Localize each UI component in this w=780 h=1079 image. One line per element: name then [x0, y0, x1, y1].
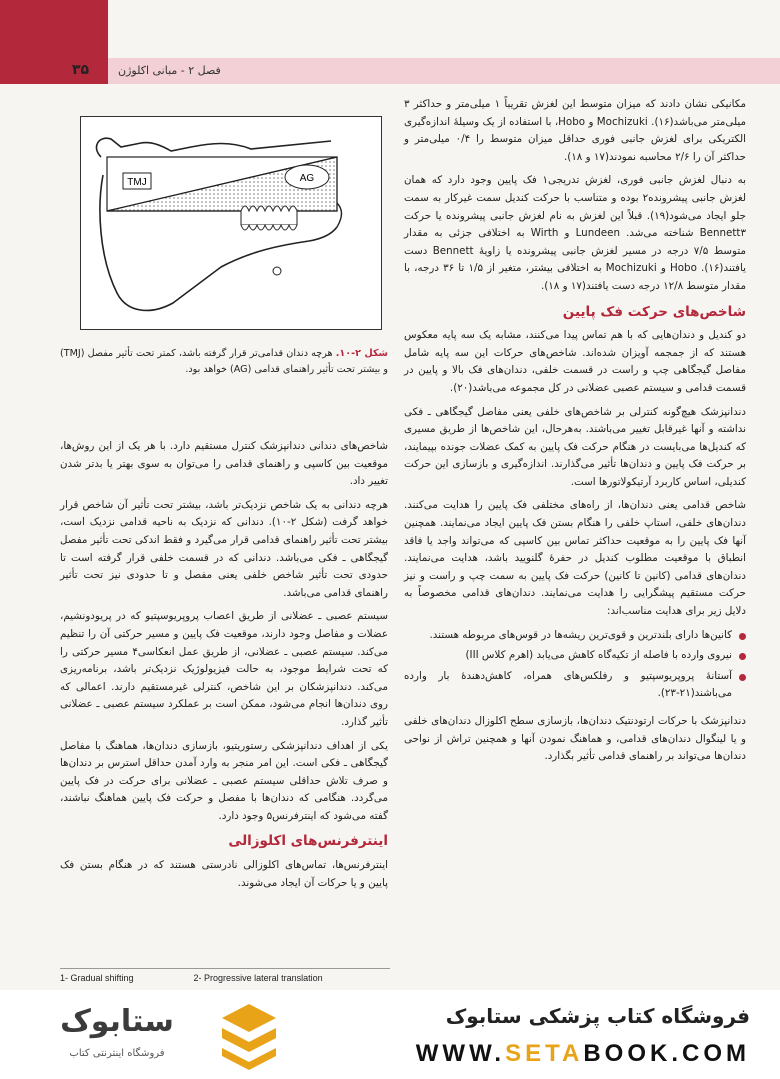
- paragraph: سیستم عصبی ـ عضلانی از طریق اعصاب پروپریوسپتیو که در پریودونشیم، عضلات و مفاصل وجود دارند، موقعیت فک پایین و مسیر حرکتی آن را تنظیم می‌کند. سیستم عصبی ـ عضلانی، از طریق عمل انعکاسی۴ مسیر حرکتی را که تحت شرایط موجود، به حالت فیزیولوژیک نزدیک‌تر باشد، برنامه‌ریزی می‌کند. دندانپزشکان بر این شاخص، کنترلی غیرمستقیم دارند. اعمالی که روی دندان‌ها انجام می‌شود، ممکن است بر عملکرد سیستم عصبی ـ عضلانی تأثیر گذارد.: [60, 610, 388, 728]
- paragraph: به دنبال لغزش جانبی فوری، لغزش تدریجی۱ فک پایین وجود دارد که همان لغزش جانبی پیشرونده۲ بوده و متناسب با حرکت کندیل سمت غیرکار به سمت جلو ایجاد می‌شود(۱۹). قبلاً این لغزش به نام لغزش جانبی پیشرونده یا حرکت Bennett۳ شناخته می‌شد. Lundeen و Wirth به اختلافی جزئی به مقدار متوسط ۷/۵ درجه در مسیر لغزش جانبی پیشرونده یا زاویهٔ Bennett دست یافتند(۱۶). Hobo و Mochizuki به اختلافی بیشتر، متغیر از ۱/۵ تا ۳۶ درجه، با مقدار متوسط ۱۲/۸ درجه دست یافتند(۱۷ و ۱۸).: [404, 174, 746, 292]
- footnotes: [60, 968, 390, 983]
- bullet-dot-icon: [739, 633, 746, 640]
- bullet-dot-icon: [739, 653, 746, 660]
- list-item: [404, 627, 746, 645]
- tmj-label: TMJ: [127, 177, 147, 188]
- list-item-text: آستانهٔ پروپریوسپتیو و رفلکس‌های همراه، کاهش‌دهندهٔ بار وارده می‌باشند(۲۱-۲۳).: [404, 669, 732, 700]
- url-suffix: BOOK.COM: [583, 1040, 750, 1067]
- list-item: [404, 668, 746, 703]
- footnote: 1- Gradual shifting: [60, 973, 134, 983]
- page-number: ۳۵: [72, 62, 90, 78]
- paragraph: دو کندیل و دندان‌هایی که با هم تماس پیدا می‌کنند، مشابه یک سه پایه معکوس هستند که از جمجمه آویزان شده‌اند. شاخص‌های حرکات این سه پایه شامل مفاصل گیجگاهی چپ و راست در قسمت خلفی، دندان‌های فک بالا و پایین در قسمت قدامی و سیستم عصبی عضلانی در کل مجموعه می‌باشد(۲۰).: [404, 329, 746, 394]
- logo-subtitle: فروشگاه اینترنتی کتاب: [69, 1048, 165, 1059]
- paragraph: مکانیکی نشان دادند که میزان متوسط این لغزش تقریباً ۱ میلی‌متر و حداکثر ۳ میلی‌متر می‌باشد(۱۶). Mochizuki و Hobo، با استفاده از یک وسیلهٔ اندازه‌گیری الکتریکی برای لغزش جانبی فوری حداقل میزان متوسط را ۰/۴ میلی‌متر و حداکثر آن را ۲/۶ محاسبه نمودند(۱۷ و ۱۸).: [404, 98, 747, 163]
- jaw-diagram: [81, 117, 381, 329]
- book-stack-logo-icon: [218, 1000, 280, 1070]
- bullet-dot-icon: [739, 674, 746, 681]
- left-column: [60, 438, 388, 898]
- store-name: فروشگاه کتاب پزشکی ستابوک: [445, 1004, 750, 1028]
- paragraph: شاخص قدامی یعنی دندان‌ها، از راه‌های مختلفی فک پایین را هدایت می‌کنند. دندان‌های خلفی، استاپ خلفی را هنگام بستن فک پایین ایجاد می‌نمایند. همچنین آنها فک پایین را به موقعیت حداکثر تماس بین کاسپی که می‌تواند واجد یا فاقد انطباق با موقعیت مطلوب کندیل در حفرهٔ گلنویید باشد، هدایت می‌نمایند. دندان‌های قدامی (کانین تا کانین) حرکت فک پایین به سمت چپ و راست و نیز حرکت مستقیم پیشگرایی را هدایت می‌نمایند. دندان‌های قدامی مخصوصاً به دلایل زیر برای هدایت مناسب‌اند:: [404, 499, 746, 618]
- teeth: [241, 206, 297, 230]
- skull-outline: [96, 138, 331, 157]
- ag-label: AG: [299, 173, 315, 184]
- caption-text: هرچه دندان قدامی‌تر قرار گرفته باشد، کمتر تحت تأثیر مفصل (TMJ) و بیشتر تحت تأثیر راهنمای قدامی (AG) خواهد بود.: [60, 348, 388, 375]
- store-logo[interactable]: [28, 998, 278, 1072]
- url-prefix: WWW.: [415, 1040, 506, 1067]
- figure-tmj-ag: [80, 116, 382, 330]
- paragraph: دندانپزشک هیچ‌گونه کنترلی بر شاخص‌های خلفی یعنی مفاصل گیجگاهی ـ فکی نداشته و آنها غیرقابل تغییر می‌باشند. به‌هرحال، این شاخص‌ها از طریق مسیری که کندیل‌ها می‌بایست در هنگام حرکت فک پایین به کمک عضلات جونده بپیمایند، بر حرکت فک پایین و دندان‌ها تأثیر می‌گذارند. اندازه‌گیری و بازسازی این حرکت کندیلی، اساس کاربرد آرتیکولاتورها است.: [404, 405, 746, 488]
- chapter-title: فصل ۲ - مبانی اکلوژن: [118, 64, 221, 77]
- list-item: [404, 647, 746, 665]
- section-heading-mandible-determinants: شاخص‌های حرکت فک پایین: [562, 303, 746, 320]
- caption-number: شکل ۲-۱۰.: [335, 348, 388, 359]
- right-column: [404, 96, 746, 772]
- list-item-text: کانین‌ها دارای بلندترین و قوی‌ترین ریشه‌ها در قوس‌های مربوطه هستند.: [429, 628, 732, 641]
- section-heading-interferences: اینترفرنس‌های اکلوزالی: [228, 833, 388, 850]
- paragraph: شاخص‌های دندانی دندانپزشک کنترل مستقیم دارد. با هر یک از این روش‌ها، موقعیت بین کاسپی و راهنمای قدامی را می‌توان به سوی بهتر یا بدتر شدن تغییر داد.: [60, 440, 388, 488]
- paragraph: دندانپزشک با حرکات ارتودنتیک دندان‌ها، بازسازی سطح اکلوزال دندان‌های خلفی و یا لینگوال دندان‌های قدامی، و هماهنگ نمودن آنها و همچنین تراش از نواحی دندان‌ها می‌تواند بر راهنمای قدامی تأثیر بگذارد.: [404, 715, 746, 763]
- logo-wordmark: ستابوک: [60, 1004, 174, 1039]
- mental-foramen: [273, 267, 281, 275]
- footnote: 2- Progressive lateral translation: [193, 973, 323, 983]
- url-highlight: SETA: [505, 1040, 584, 1067]
- paragraph: یکی از اهداف دندانپزشکی رستوریتیو، بازسازی دندان‌ها، هماهنگ با مفاصل گیجگاهی ـ فکی است. این امر منجر به وارد آمدن حداقل استرس بر دندان‌ها و صرف تلاش حداقلی سیستم عصبی ـ عضلانی برای حرکت در فک پایین می‌گردد. هنگامی که دندان‌ها با مفصل و حرکت فک پایین هماهنگ نباشند، گفته می‌شود که اینترفرنس۵ وجود دارد.: [60, 739, 388, 822]
- corner-accent: [0, 0, 108, 84]
- store-url-link[interactable]: [300, 1040, 750, 1068]
- list-item-text: نیروی وارده با فاصله از تکیه‌گاه کاهش می‌یابد (اهرم کلاس III): [465, 649, 732, 662]
- chin-outline: [337, 203, 342, 227]
- store-banner: [0, 990, 780, 1079]
- paragraph: اینترفرنس‌ها، تماس‌های اکلوزالی نادرستی هستند که در هنگام بستن فک پایین و یا حرکات آن ایجاد می‌شوند.: [60, 859, 388, 889]
- paragraph: هرچه دندانی به یک شاخص نزدیک‌تر باشد، بیشتر تحت تأثیر آن شاخص قرار خواهد گرفت (شکل ۲-۱۰). دندانی که نزدیک به ناحیه قدامی نزدیک است، بیشتر تحت تأثیر راهنمای قدامی قرار می‌گیرد و فقط اندکی تحت تأثیر مفصل گیجگاهی ـ فکی می‌باشد. دندانی که در قسمت خلفی قرار گرفته است تا حدودی تحت تأثیر شاخص خلفی یعنی مفصل و تا حدودی نیز تحت تأثیر راهنمای قدامی می‌باشد.: [60, 498, 388, 599]
- bullet-list: [404, 627, 746, 703]
- figure-caption: [60, 346, 388, 378]
